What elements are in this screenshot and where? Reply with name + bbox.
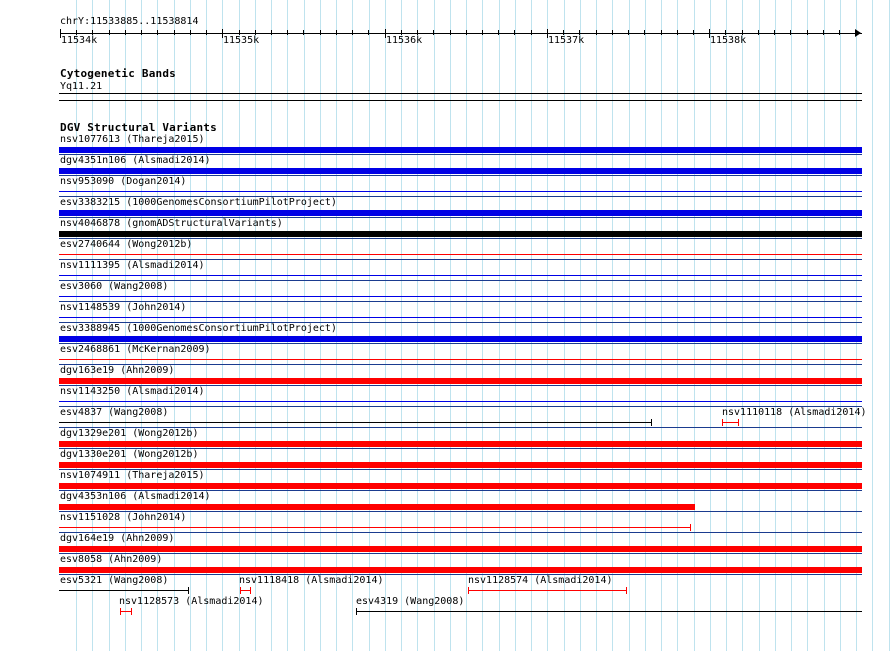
ruler-minor-tick xyxy=(855,30,856,35)
feature-bar-nsv1110118[interactable] xyxy=(722,422,739,423)
track-separator xyxy=(59,364,862,365)
ruler-minor-tick xyxy=(790,30,791,35)
ruler-minor-tick xyxy=(206,30,207,35)
ruler-minor-tick xyxy=(109,30,110,35)
track-label-esv5321[interactable]: esv5321 (Wang2008) xyxy=(60,575,169,586)
ruler-minor-tick xyxy=(531,30,532,35)
track-label-nsv4046878[interactable]: nsv4046878 (gnomADStructuralVariants) xyxy=(60,218,283,229)
track-label-esv3388945[interactable]: esv3388945 (1000GenomesConsortiumPilotProject) xyxy=(60,323,337,334)
ruler-minor-tick xyxy=(742,30,743,35)
ruler-minor-tick xyxy=(76,30,77,35)
track-label-dgv164e19[interactable]: dgv164e19 (Ahn2009) xyxy=(60,533,175,544)
feature-bar-nsv1111395[interactable] xyxy=(59,275,862,276)
feature-bar-esv8058[interactable] xyxy=(59,567,862,573)
track-label-esv3383215[interactable]: esv3383215 (1000GenomesConsortiumPilotProject) xyxy=(60,197,337,208)
feature-bar-nsv4046878[interactable] xyxy=(59,231,862,237)
ruler-minor-tick xyxy=(693,30,694,35)
track-label-nsv1077613[interactable]: nsv1077613 (Thareja2015) xyxy=(60,134,205,145)
ruler-minor-tick xyxy=(563,30,564,35)
ruler-minor-tick xyxy=(482,30,483,35)
ruler-minor-tick xyxy=(239,30,240,35)
feature-label-nsv1128573[interactable]: nsv1128573 (Alsmadi2014) xyxy=(119,596,264,607)
ruler-minor-tick xyxy=(352,30,353,35)
ruler-minor-tick xyxy=(336,30,337,35)
ruler-minor-tick xyxy=(514,30,515,35)
feature-bar-dgv1329e201[interactable] xyxy=(59,441,862,447)
feature-bar-esv4319[interactable] xyxy=(356,611,862,612)
ruler-minor-tick xyxy=(596,30,597,35)
feature-end-cap xyxy=(738,419,739,426)
track-separator xyxy=(59,574,862,575)
ruler-minor-tick xyxy=(157,30,158,35)
ruler-minor-tick xyxy=(141,30,142,35)
ruler-minor-tick xyxy=(417,30,418,35)
feature-bar-esv2468861[interactable] xyxy=(59,359,862,360)
track-label-esv2740644[interactable]: esv2740644 (Wong2012b) xyxy=(60,239,193,250)
ruler-minor-tick xyxy=(644,30,645,35)
ruler-minor-tick xyxy=(92,30,93,35)
track-separator xyxy=(59,532,862,533)
feature-end-cap xyxy=(240,587,241,594)
ruler-minor-tick xyxy=(677,30,678,35)
ruler-tick-label: 11538k xyxy=(710,35,747,46)
feature-bar-dgv4353n106[interactable] xyxy=(59,504,695,510)
feature-label-nsv1128574[interactable]: nsv1128574 (Alsmadi2014) xyxy=(468,575,613,586)
feature-bar-nsv1128574[interactable] xyxy=(468,590,627,591)
track-label-nsv1074911[interactable]: nsv1074911 (Thareja2015) xyxy=(60,470,205,481)
track-label-dgv4351n106[interactable]: dgv4351n106 (Alsmadi2014) xyxy=(60,155,211,166)
feature-end-cap xyxy=(651,419,652,426)
feature-bar-esv5321[interactable] xyxy=(59,590,189,591)
feature-end-cap xyxy=(120,608,121,615)
feature-end-cap xyxy=(250,587,251,594)
ruler-minor-tick xyxy=(287,30,288,35)
ruler-minor-tick xyxy=(125,30,126,35)
feature-bar-dgv1330e201[interactable] xyxy=(59,462,862,468)
feature-bar-esv3388945[interactable] xyxy=(59,336,862,342)
ruler-minor-tick xyxy=(320,30,321,35)
feature-end-cap xyxy=(188,587,189,594)
ruler-minor-tick xyxy=(807,30,808,35)
ruler-tick-label: 11537k xyxy=(548,35,585,46)
feature-bar-nsv1077613[interactable] xyxy=(59,147,862,153)
feature-end-cap xyxy=(131,608,132,615)
locus-label: chrY:11533885..11538814 xyxy=(60,16,199,27)
dgv-track-title: DGV Structural Variants xyxy=(60,121,217,134)
track-label-dgv163e19[interactable]: dgv163e19 (Ahn2009) xyxy=(60,365,175,376)
ruler-minor-tick xyxy=(255,30,256,35)
track-label-nsv953090[interactable]: nsv953090 (Dogan2014) xyxy=(60,176,187,187)
track-label-nsv1143250[interactable]: nsv1143250 (Alsmadi2014) xyxy=(60,386,205,397)
track-label-nsv1148539[interactable]: nsv1148539 (John2014) xyxy=(60,302,187,313)
ruler-minor-tick xyxy=(725,30,726,35)
feature-bar-dgv164e19[interactable] xyxy=(59,546,862,552)
track-label-esv2468861[interactable]: esv2468861 (McKernan2009) xyxy=(60,344,211,355)
cytoband-track-title: Cytogenetic Bands xyxy=(60,67,176,80)
cytoband-bar-top xyxy=(59,93,862,94)
ruler-minor-tick xyxy=(190,30,191,35)
track-separator xyxy=(59,280,862,281)
cytoband-label[interactable]: Yq11.21 xyxy=(60,81,103,92)
track-label-esv4837[interactable]: esv4837 (Wang2008) xyxy=(60,407,169,418)
track-label-nsv1111395[interactable]: nsv1111395 (Alsmadi2014) xyxy=(60,260,205,271)
feature-end-cap xyxy=(690,524,691,531)
feature-label-esv4319[interactable]: esv4319 (Wang2008) xyxy=(356,596,465,607)
ruler-minor-tick xyxy=(612,30,613,35)
track-label-esv3060[interactable]: esv3060 (Wang2008) xyxy=(60,281,169,292)
feature-bar-dgv163e19[interactable] xyxy=(59,378,862,384)
track-separator xyxy=(59,553,862,554)
feature-bar-nsv1143250[interactable] xyxy=(59,401,862,402)
track-label-nsv1151028[interactable]: nsv1151028 (John2014) xyxy=(60,512,187,523)
ruler-tick-label: 11534k xyxy=(61,35,98,46)
ruler-minor-tick xyxy=(839,30,840,35)
ruler-minor-tick xyxy=(466,30,467,35)
ruler-minor-tick xyxy=(303,30,304,35)
feature-label-nsv1110118[interactable]: nsv1110118 (Alsmadi2014) xyxy=(722,407,867,418)
ruler-minor-tick xyxy=(774,30,775,35)
ruler-minor-tick xyxy=(498,30,499,35)
ruler-minor-tick xyxy=(174,30,175,35)
feature-bar-esv2740644[interactable] xyxy=(59,254,862,255)
track-label-dgv4353n106[interactable]: dgv4353n106 (Alsmadi2014) xyxy=(60,491,211,502)
track-label-esv8058[interactable]: esv8058 (Ahn2009) xyxy=(60,554,163,565)
ruler-minor-tick xyxy=(758,30,759,35)
ruler-tick-label: 11535k xyxy=(223,35,260,46)
ruler-minor-tick xyxy=(433,30,434,35)
feature-end-cap xyxy=(356,608,357,615)
cytoband-bar-bottom xyxy=(59,100,862,101)
feature-end-cap xyxy=(722,419,723,426)
ruler-minor-tick xyxy=(823,30,824,35)
ruler-minor-tick xyxy=(450,30,451,35)
feature-end-cap xyxy=(626,587,627,594)
ruler-minor-tick xyxy=(368,30,369,35)
feature-bar-nsv1074911[interactable] xyxy=(59,483,862,489)
feature-bar-esv4837[interactable] xyxy=(59,422,652,423)
ruler-minor-tick xyxy=(401,30,402,35)
feature-bar-nsv1148539[interactable] xyxy=(59,317,862,318)
feature-bar-dgv4351n106[interactable] xyxy=(59,168,862,174)
feature-bar-esv3383215[interactable] xyxy=(59,210,862,216)
feature-bar-esv3060[interactable] xyxy=(59,296,862,297)
ruler-minor-tick xyxy=(579,30,580,35)
track-label-dgv1329e201[interactable]: dgv1329e201 (Wong2012b) xyxy=(60,428,199,439)
ruler-minor-tick xyxy=(661,30,662,35)
feature-bar-nsv953090[interactable] xyxy=(59,191,862,192)
ruler-tick-label: 11536k xyxy=(386,35,423,46)
feature-label-nsv1118418[interactable]: nsv1118418 (Alsmadi2014) xyxy=(239,575,384,586)
feature-end-cap xyxy=(468,587,469,594)
grid-line xyxy=(872,0,873,651)
ruler-minor-tick xyxy=(271,30,272,35)
ruler-minor-tick xyxy=(628,30,629,35)
feature-bar-nsv1151028[interactable] xyxy=(59,527,691,528)
track-label-dgv1330e201[interactable]: dgv1330e201 (Wong2012b) xyxy=(60,449,199,460)
